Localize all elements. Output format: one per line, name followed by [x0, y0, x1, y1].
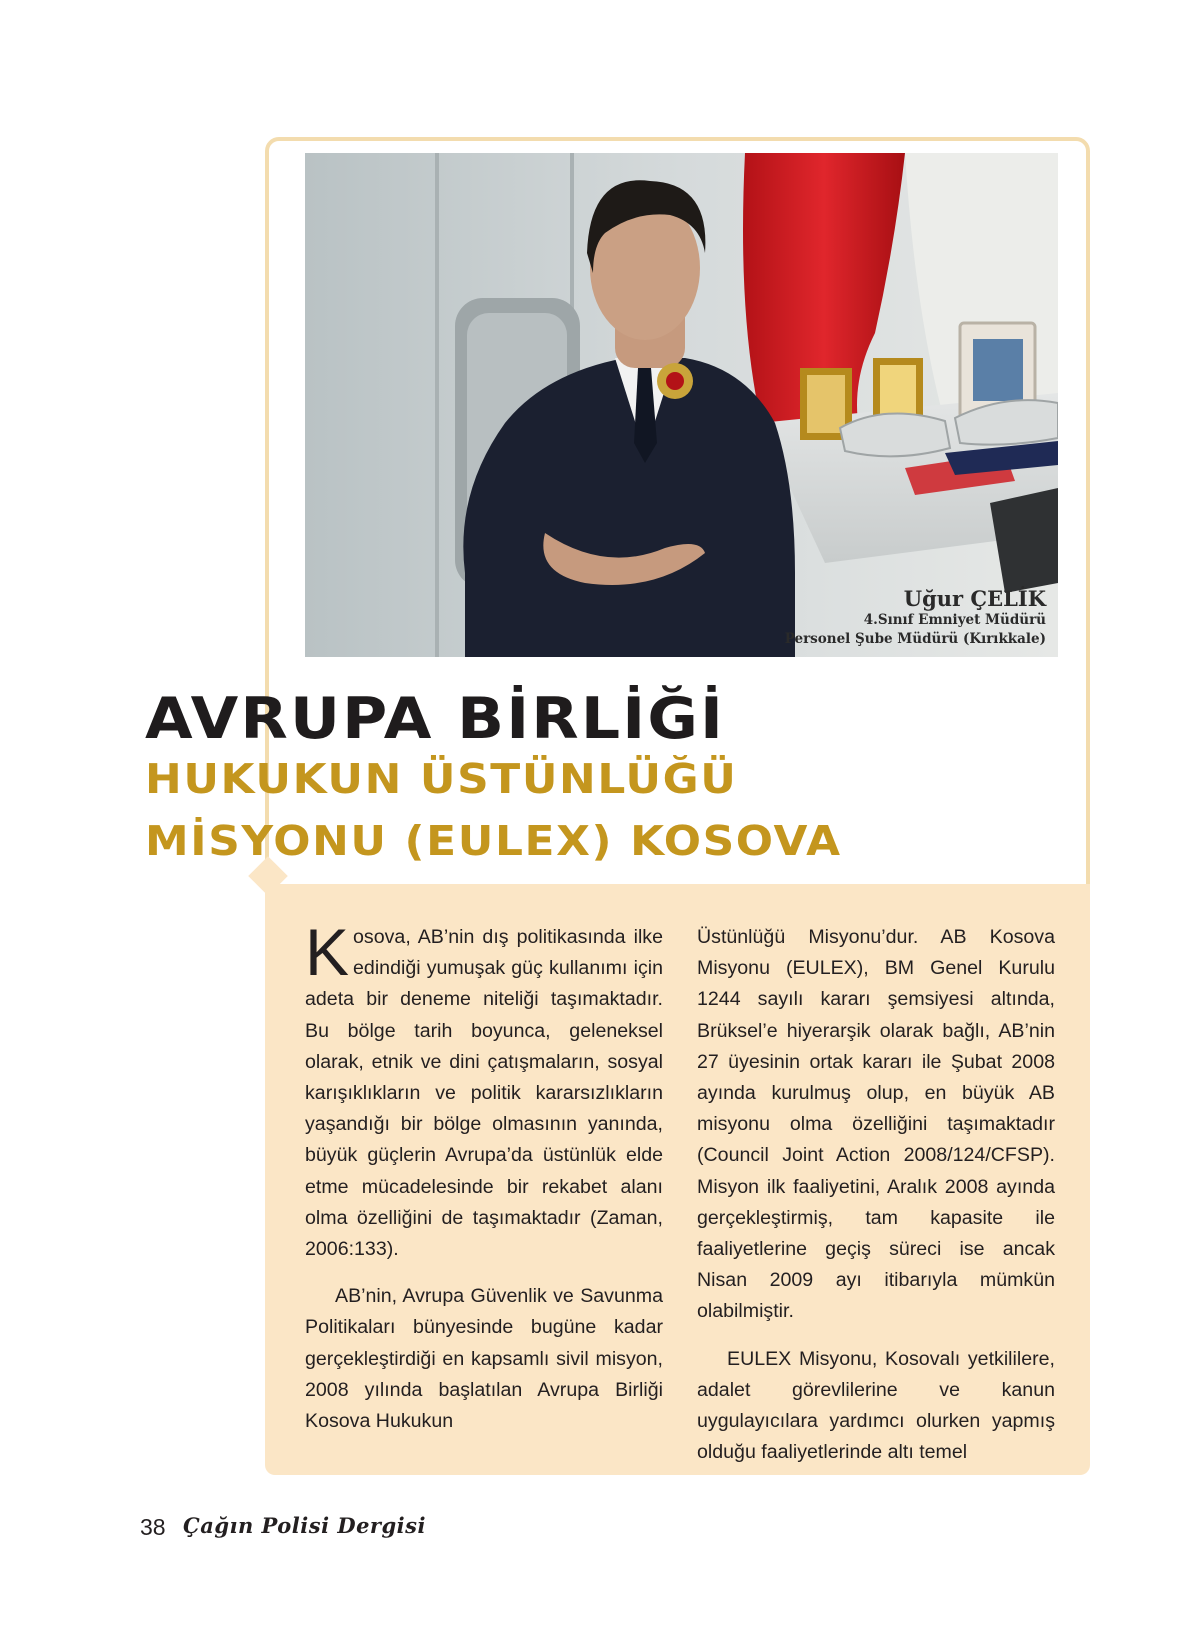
paragraph-1-text: osova, AB’nin dış politikasında ilke edindiği yumuşak güç kullanımı için adeta bir deneme niteliği taşımaktadır. Bu bölge tarih boyunca, geleneksel olarak, etnik ve dini çatışmaların, sosyal karışıklıkların ve politik kararsızlıkların yaşandığı bir bölge olmasının yanında, büyük güçlerin Avrupa’da üstünlük elde etme mücadelesinde bir rekabet alanı olma özelliğini de taşımaktadır (Zaman, 2006:133). [305, 926, 663, 1261]
paragraph-4: EULEX Misyonu, Kosovalı yetkililere, adalet görevlilerine ve kanun uygulayıcılara yardımcı olurken yapmış olduğu faaliyetlerinde altı temel [697, 1347, 1055, 1464]
caption-name: Uğur ÇELİK [903, 586, 1046, 611]
caption-rank: 4.Sınıf Emniyet Müdürü [863, 612, 1046, 628]
photo-caption [785, 587, 1046, 649]
text-column-left [305, 915, 663, 1453]
paragraph-3: Üstünlüğü Misyonu’dur. AB Kosova Misyonu (EULEX), BM Genel Kurulu 1244 sayılı kararı şemsiyesi altında, Brüksel’e hiyerarşik olarak bağlı, AB’nin 27 üyesinin ortak kararı ile Şubat 2008 ayında kurulmuş olup, en büyük AB misyonu olma özelliğini taşımaktadır (Council Joint Action 2008/124/CFSP). Misyon ilk faaliyetini, Aralık 2008 ayında gerçekleştirmiş, tam kapasite ile faaliyetlerine geçiş süreci ise ancak Nisan 2009 ayı itibarıyla mümkün olabilmiştir. [697, 926, 1055, 1323]
article-title: AVRUPA BİRLİĞİ [145, 686, 726, 752]
drop-cap: K [305, 915, 350, 989]
portrait-photo [305, 153, 1058, 657]
paragraph-2: AB’nin, Avrupa Güvenlik ve Savunma Politikaları bünyesinde bugüne kadar gerçekleştirdiği en kapsamlı sivil misyon, 2008 yılında başlatılan Avrupa Birliği Kosova Hukukun [305, 1285, 663, 1433]
caption-position: Personel Şube Müdürü (Kırıkkale) [784, 631, 1046, 647]
article-subtitle-line-2: MİSYONU (EULEX) KOSOVA [145, 817, 842, 865]
article-subtitle-line-1: HUKUKUN ÜSTÜNLÜĞÜ [145, 755, 738, 803]
text-column-right [697, 922, 1055, 1484]
magazine-name: Çağın Polisi Dergisi [183, 1513, 426, 1538]
paragraph-1 [305, 915, 663, 1265]
page-number: 38 [140, 1514, 166, 1540]
portrait-illustration [305, 153, 1058, 657]
